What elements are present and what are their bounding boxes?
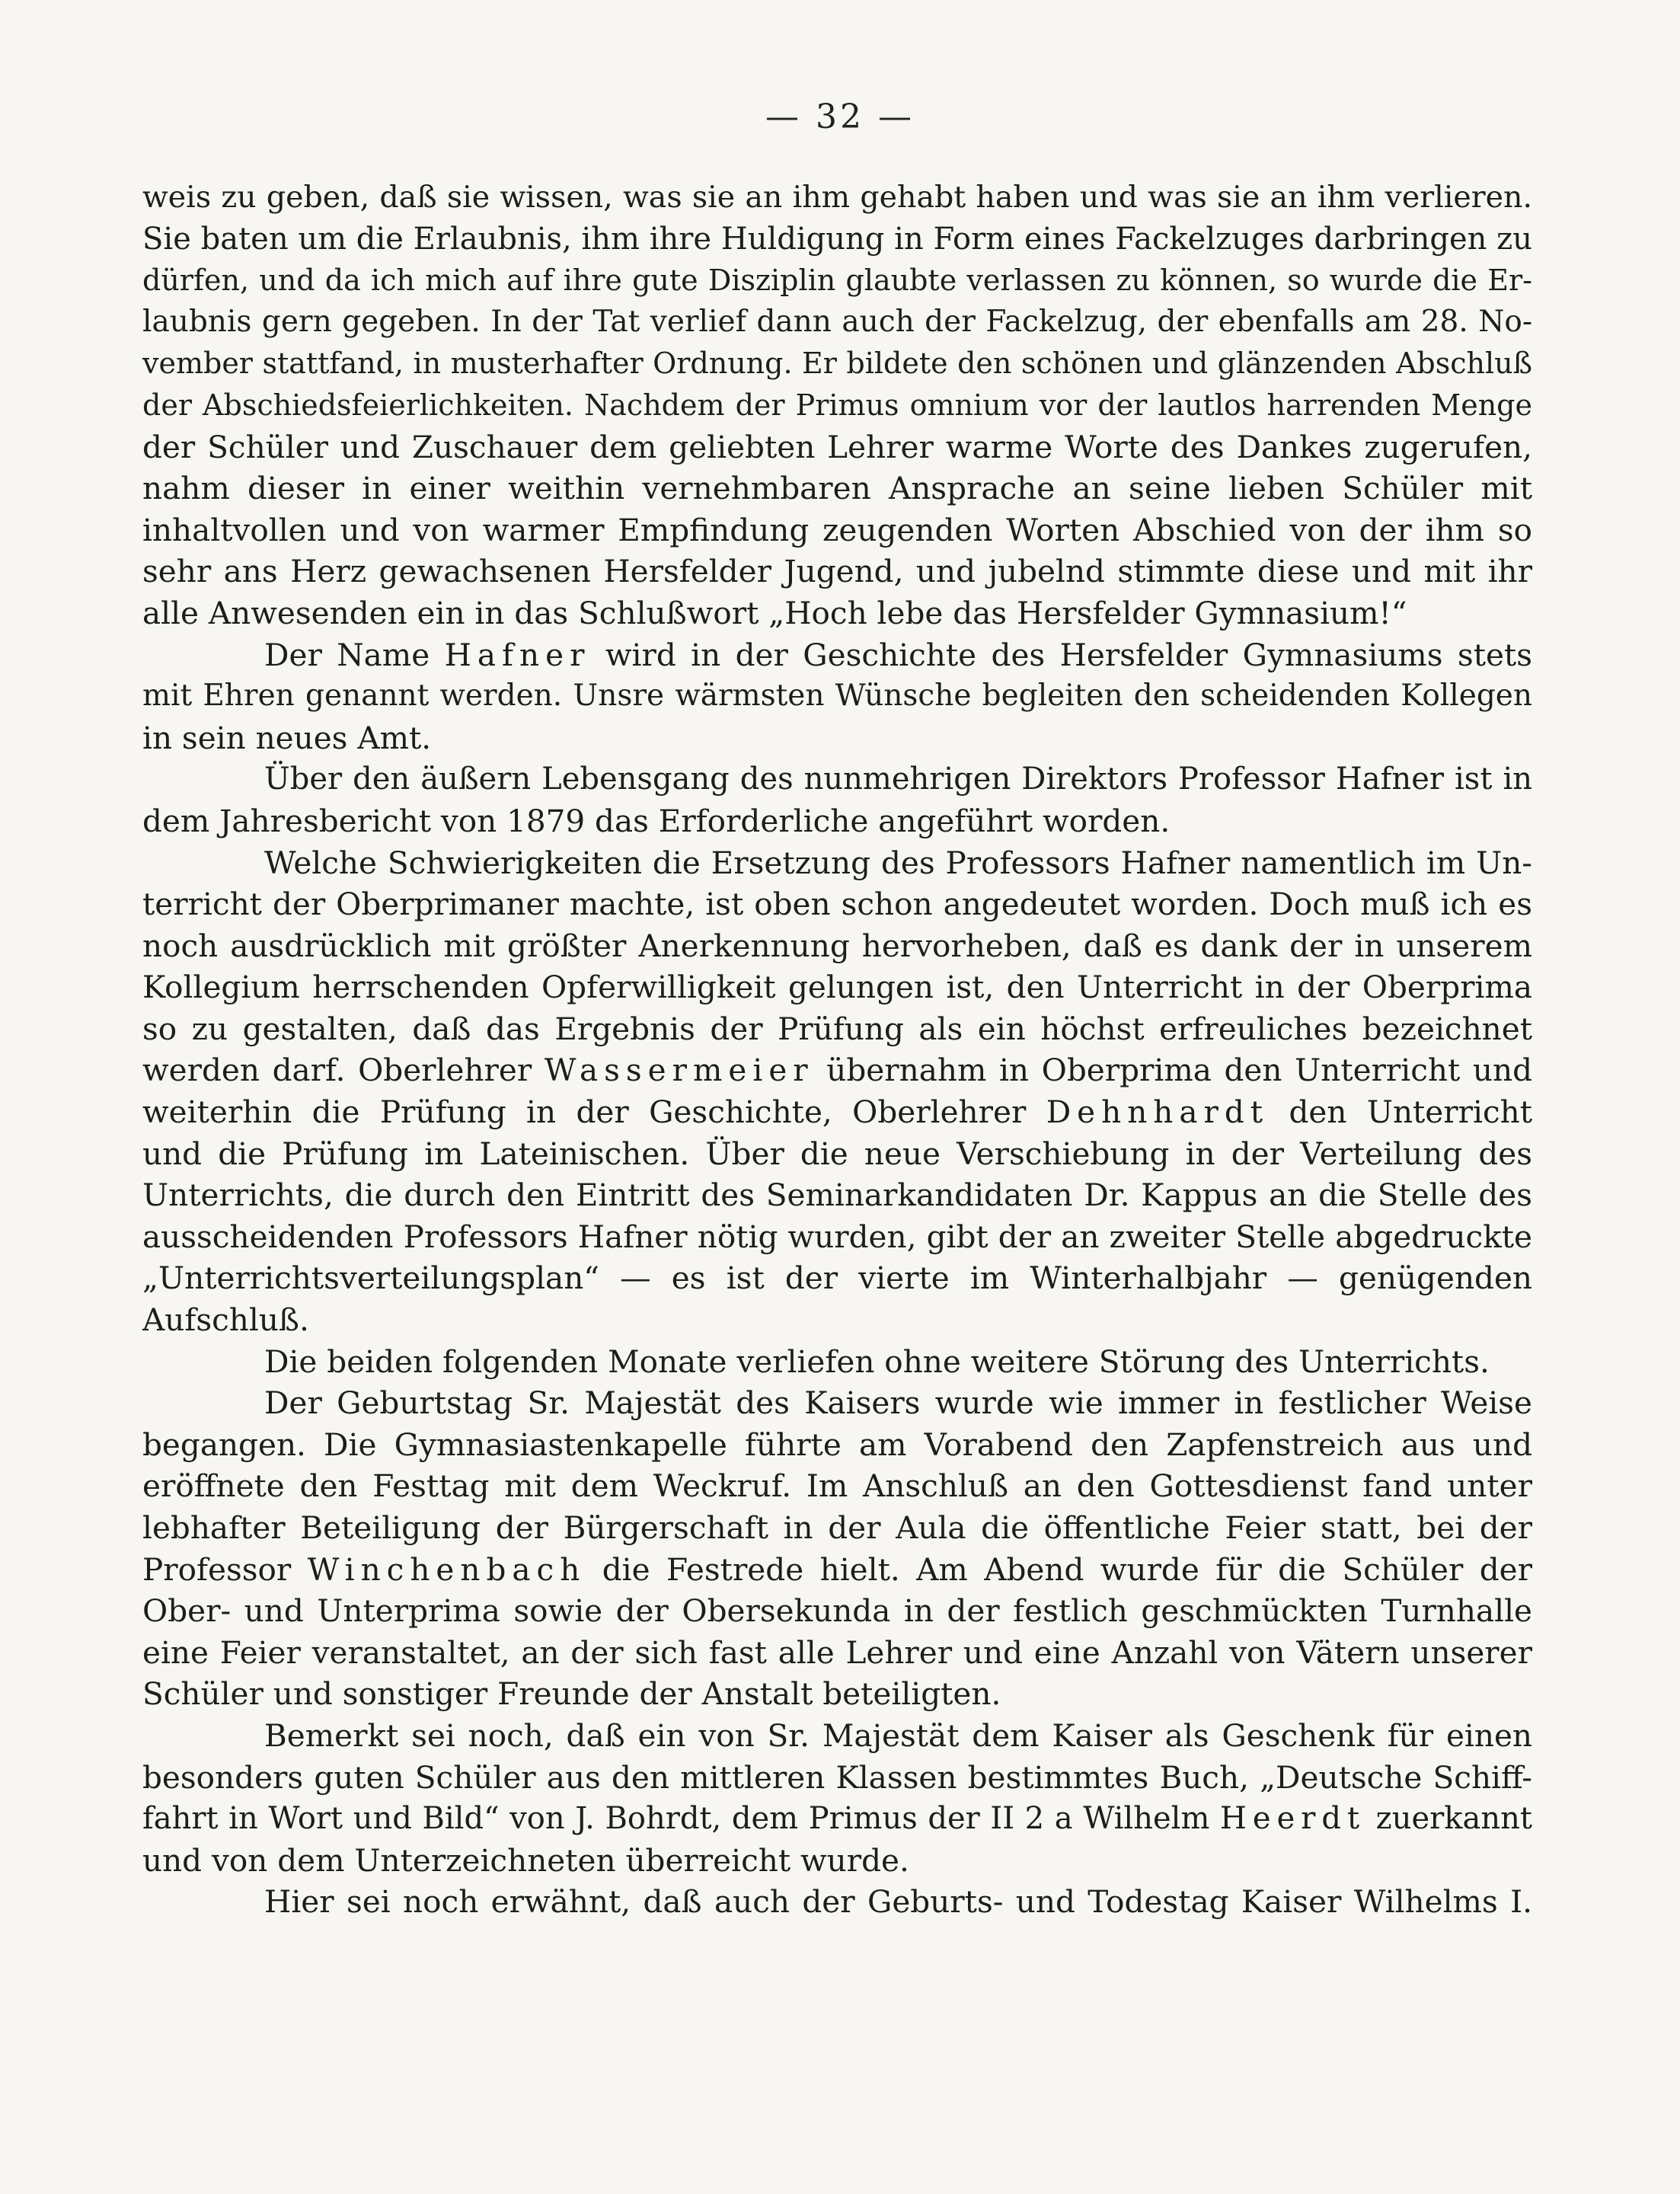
text-line: so zu gestalten, daß das Ergebnis der Prüfung als ein höchst erfreuliches bezeichnet	[142, 1010, 1532, 1047]
text-line: Welche Schwierigkeiten die Ersetzung des Professors Hafner namentlich im Un-	[264, 844, 1532, 881]
text-line: eröffnete den Festtag mit dem Weckruf. Im Anschluß an den Gottesdienst fand unter	[142, 1467, 1532, 1505]
text-line: und von dem Unterzeichneten überreicht wurde.	[142, 1841, 909, 1879]
text-line: werden darf. Oberlehrer Wassermeier übernahm in Oberprima den Unterricht und	[142, 1052, 1533, 1089]
text-line: Über den äußern Lebensgang des nunmehrigen Direktors Professor Hafner ist in	[264, 762, 1532, 797]
spaced-name: Wassermeier	[544, 1052, 814, 1089]
text-line: nahm dieser in einer weithin vernehmbaren Ansprache an seine lieben Schüler mit	[142, 470, 1532, 507]
text-line: eine Feier veranstaltet, an der sich fast alle Lehrer und eine Anzahl von Vätern unserer	[142, 1634, 1532, 1671]
text-line: alle Anwesenden ein in das Schlußwort „Hoch lebe das Hersfelder Gymnasium!“	[142, 594, 1407, 631]
text-line: weis zu geben, daß sie wissen, was sie an ihm gehabt haben und was sie an ihm verlieren.	[142, 180, 1532, 215]
text-line: Kollegium herrschenden Opferwilligkeit gelungen ist, den Unterricht in der Oberprima	[142, 969, 1532, 1006]
text-line: Schüler und sonstiger Freunde der Anstalt beteiligten.	[142, 1675, 1001, 1713]
text-line: Der Name Hafner wird in der Geschichte des Hersfelder Gymnasiums stets	[264, 636, 1532, 673]
text-line: begangen. Die Gymnasiastenkapelle führte am Vorabend den Zapfenstreich aus und	[142, 1426, 1532, 1463]
text-line: der Abschiedsfeierlichkeiten. Nachdem der Primus omnium vor der lautlos harrenden Menge	[142, 388, 1532, 422]
text-line: vember stattfand, in musterhafter Ordnung. Er bildete den schönen und glänzenden Abschluß	[142, 347, 1532, 381]
text-line: Der Geburtstag Sr. Majestät des Kaisers wurde wie immer in festlicher Weise	[264, 1384, 1532, 1422]
body-text	[142, 177, 1532, 1923]
page-number: — 32 —	[765, 97, 915, 136]
text-line: sehr ans Herz gewachsenen Hersfelder Jugend, und jubelnd stimmte diese und mit ihr	[142, 553, 1532, 590]
text-line: und die Prüfung im Lateinischen. Über die neue Verschiebung in der Verteilung des	[142, 1135, 1532, 1172]
text-line: „Unterrichtsverteilungsplan“ — es ist der vierte im Winterhalbjahr — genügenden	[142, 1260, 1532, 1297]
text-line: Bemerkt sei noch, daß ein von Sr. Majestät dem Kaiser als Geschenk für einen	[264, 1717, 1532, 1754]
text-line: ausscheidenden Professors Hafner nötig wurden, gibt der an zweiter Stelle abgedruckte	[142, 1218, 1532, 1255]
text-line: dem Jahresbericht von 1879 das Erforderliche angeführt worden.	[142, 802, 1171, 839]
text-line: inhaltvollen und von warmer Empfindung zeugenden Worten Abschied von der ihm so	[142, 511, 1532, 548]
text-line: dürfen, und da ich mich auf ihre gute Disziplin glaubte verlassen zu können, so wurde die Er-	[142, 263, 1532, 298]
text-line: besonders guten Schüler aus den mittleren Klassen bestimmtes Buch, „Deutsche Schiff-	[142, 1758, 1532, 1796]
text-line: terricht der Oberprimaner machte, ist oben schon angedeutet worden. Doch muß ich es	[142, 886, 1532, 923]
text-line: Die beiden folgenden Monate verliefen ohne weitere Störung des Unterrichts.	[264, 1343, 1490, 1380]
text-line: Sie baten um die Erlaubnis, ihm ihre Huldigung in Form eines Fackelzuges darbringen zu	[142, 221, 1532, 257]
text-line: weiterhin die Prüfung in der Geschichte, Oberlehrer Dehnhardt den Unterricht	[142, 1094, 1532, 1131]
spaced-name: Winchenbach	[307, 1550, 586, 1588]
text-line: fahrt in Wort und Bild“ von J. Bohrdt, dem Primus der II 2 a Wilhelm Heerdt zuerkannt	[142, 1801, 1532, 1837]
text-line: noch ausdrücklich mit größter Anerkennung hervorheben, daß es dank der in unserem	[142, 927, 1532, 964]
text-line: lebhafter Beteiligung der Bürgerschaft in der Aula die öffentliche Feier statt, bei der	[142, 1509, 1532, 1546]
spaced-name: Heerdt	[1220, 1801, 1366, 1837]
text-line: Aufschluß.	[142, 1301, 309, 1339]
text-line: Unterrichts, die durch den Eintritt des Seminarkandidaten Dr. Kappus an die Stelle des	[142, 1177, 1532, 1214]
text-line: Professor Winchenbach die Festrede hielt. Am Abend wurde für die Schüler der	[142, 1550, 1532, 1588]
spaced-name: Hafner	[444, 636, 591, 673]
text-line: mit Ehren genannt werden. Unsre wärmsten Wünsche begleiten den scheidenden Kollegen	[142, 679, 1532, 714]
text-line: in sein neues Amt.	[142, 719, 432, 756]
text-line: Hier sei noch erwähnt, daß auch der Geburts- und Todestag Kaiser Wilhelms I.	[264, 1883, 1532, 1921]
text-line: laubnis gern gegeben. In der Tat verlief dann auch der Fackelzug, der ebenfalls am 28. No-	[142, 304, 1532, 339]
text-line: der Schüler und Zuschauer dem geliebten Lehrer warme Worte des Dankes zugerufen,	[142, 428, 1532, 465]
text-line: Ober- und Unterprima sowie der Obersekunda in der festlich geschmückten Turnhalle	[142, 1592, 1532, 1630]
spaced-name: Dehnhardt	[1046, 1094, 1270, 1131]
